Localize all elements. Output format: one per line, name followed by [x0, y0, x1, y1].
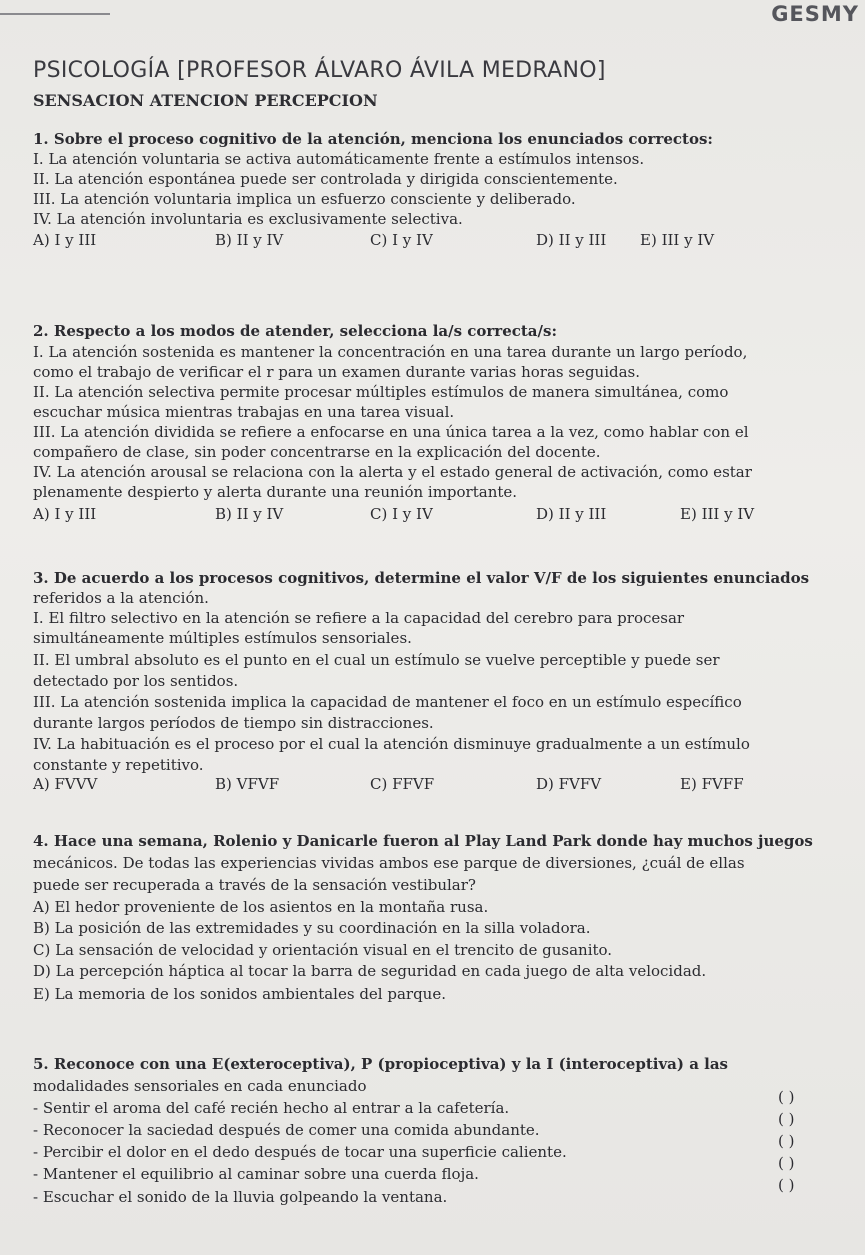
q5-item: - Escuchar el sonido de la lluvia golpeando la ventana. — [33, 1188, 448, 1206]
q3-option-e: E) FVFF — [680, 775, 744, 793]
q3-stem-line: referidos a la atención. — [33, 589, 209, 607]
q5-item: - Sentir el aroma del café recién hecho al entrar a la cafetería. — [33, 1099, 510, 1117]
q5-stem-line: 5. Reconoce con una E(exteroceptiva), P (propioceptiva) y la I (interoceptiva) a las — [33, 1055, 729, 1073]
q2-option-e: E) III y IV — [680, 505, 755, 523]
q3-line: detectado por los sentidos. — [33, 672, 239, 690]
q1-option-c: C) I y IV — [370, 231, 433, 249]
answer-blank[interactable]: ( ) — [778, 1176, 795, 1194]
q4-option-d: D) La percepción háptica al tocar la barra de seguridad en cada juego de alta velocidad. — [33, 962, 707, 980]
q3-line: III. La atención sostenida implica la capacidad de mantener el foco en un estímulo específico — [33, 693, 742, 711]
q2-line: plenamente despierto y alerta durante una reunión importante. — [33, 483, 518, 501]
q1-item: II. La atención espontánea puede ser controlada y dirigida conscientemente. — [33, 170, 618, 188]
q3-option-d: D) FVFV — [536, 775, 602, 793]
q3-line: constante y repetitivo. — [33, 756, 204, 774]
top-rule — [0, 13, 110, 15]
q2-line: como el trabajo de verificar el r para un examen durante varias horas seguidas. — [33, 363, 641, 381]
q2-line: I. La atención sostenida es mantener la concentración en una tarea durante un largo período, — [33, 343, 748, 361]
q1-item: III. La atención voluntaria implica un esfuerzo consciente y deliberado. — [33, 190, 576, 208]
q3-line: II. El umbral absoluto es el punto en el cual un estímulo se vuelve perceptible y puede ser — [33, 651, 720, 669]
q1-stem: 1. Sobre el proceso cognitivo de la atención, menciona los enunciados correctos: — [33, 130, 713, 148]
q3-line: simultáneamente múltiples estímulos sensoriales. — [33, 629, 412, 647]
q5-item: - Reconocer la saciedad después de comer una comida abundante. — [33, 1121, 540, 1139]
q4-stem-line: mecánicos. De todas las experiencias vividas ambos ese parque de diversiones, ¿cuál de ellas — [33, 854, 745, 872]
q4-stem-line: puede ser recuperada a través de la sensación vestibular? — [33, 876, 476, 894]
q1-option-e: E) III y IV — [640, 231, 715, 249]
q1-item: IV. La atención involuntaria es exclusivamente selectiva. — [33, 210, 463, 228]
q3-option-c: C) FFVF — [370, 775, 435, 793]
q2-line: escuchar música mientras trabajas en una tarea visual. — [33, 403, 455, 421]
q1-item: I. La atención voluntaria se activa automáticamente frente a estímulos intensos. — [33, 150, 645, 168]
q1-option-b: B) II y IV — [215, 231, 284, 249]
q2-option-c: C) I y IV — [370, 505, 433, 523]
q4-stem-line: 4. Hace una semana, Rolenio y Danicarle fueron al Play Land Park donde hay muchos juegos — [33, 832, 813, 850]
q2-line: compañero de clase, sin poder concentrarse en la explicación del docente. — [33, 443, 601, 461]
q4-option-b: B) La posición de las extremidades y su coordinación en la silla voladora. — [33, 919, 591, 937]
answer-blank[interactable]: ( ) — [778, 1132, 795, 1150]
q2-line: IV. La atención arousal se relaciona con la alerta y el estado general de activación, como estar — [33, 463, 752, 481]
answer-blank[interactable]: ( ) — [778, 1110, 795, 1128]
page-subtitle: SENSACION ATENCION PERCEPCION — [33, 91, 378, 110]
q5-item: - Percibir el dolor en el dedo después de tocar una superficie caliente. — [33, 1143, 567, 1161]
q2-line: III. La atención dividida se refiere a enfocarse en una única tarea a la vez, como hablar con el — [33, 423, 749, 441]
brand-logo: GESMY — [771, 2, 859, 26]
q3-option-b: B) VFVF — [215, 775, 280, 793]
q2-option-d: D) II y III — [536, 505, 607, 523]
q5-item: - Mantener el equilibrio al caminar sobre una cuerda floja. — [33, 1165, 479, 1183]
q3-line: I. El filtro selectivo en la atención se refiere a la capacidad del cerebro para procesar — [33, 609, 685, 627]
q2-option-b: B) II y IV — [215, 505, 284, 523]
q3-line: IV. La habituación es el proceso por el cual la atención disminuye gradualmente a un estímulo — [33, 735, 750, 753]
q4-option-a: A) El hedor proveniente de los asientos en la montaña rusa. — [33, 898, 489, 916]
answer-blank[interactable]: ( ) — [778, 1154, 795, 1172]
q5-stem-line: modalidades sensoriales en cada enunciado — [33, 1077, 367, 1095]
q1-option-d: D) II y III — [536, 231, 607, 249]
q1-option-a: A) I y III — [33, 231, 97, 249]
q4-option-c: C) La sensación de velocidad y orientación visual en el trencito de gusanito. — [33, 941, 613, 959]
q3-option-a: A) FVVV — [33, 775, 98, 793]
answer-blank[interactable]: ( ) — [778, 1088, 795, 1106]
q3-line: durante largos períodos de tiempo sin distracciones. — [33, 714, 434, 732]
q2-option-a: A) I y III — [33, 505, 97, 523]
q2-line: II. La atención selectiva permite procesar múltiples estímulos de manera simultánea, como — [33, 383, 729, 401]
q4-option-e: E) La memoria de los sonidos ambientales del parque. — [33, 985, 446, 1003]
page-title: PSICOLOGÍA [PROFESOR ÁLVARO ÁVILA MEDRANO] — [33, 58, 606, 83]
q2-stem: 2. Respecto a los modos de atender, selecciona la/s correcta/s: — [33, 322, 557, 340]
q3-stem-line: 3. De acuerdo a los procesos cognitivos, determine el valor V/F de los siguientes enunciados — [33, 569, 810, 587]
